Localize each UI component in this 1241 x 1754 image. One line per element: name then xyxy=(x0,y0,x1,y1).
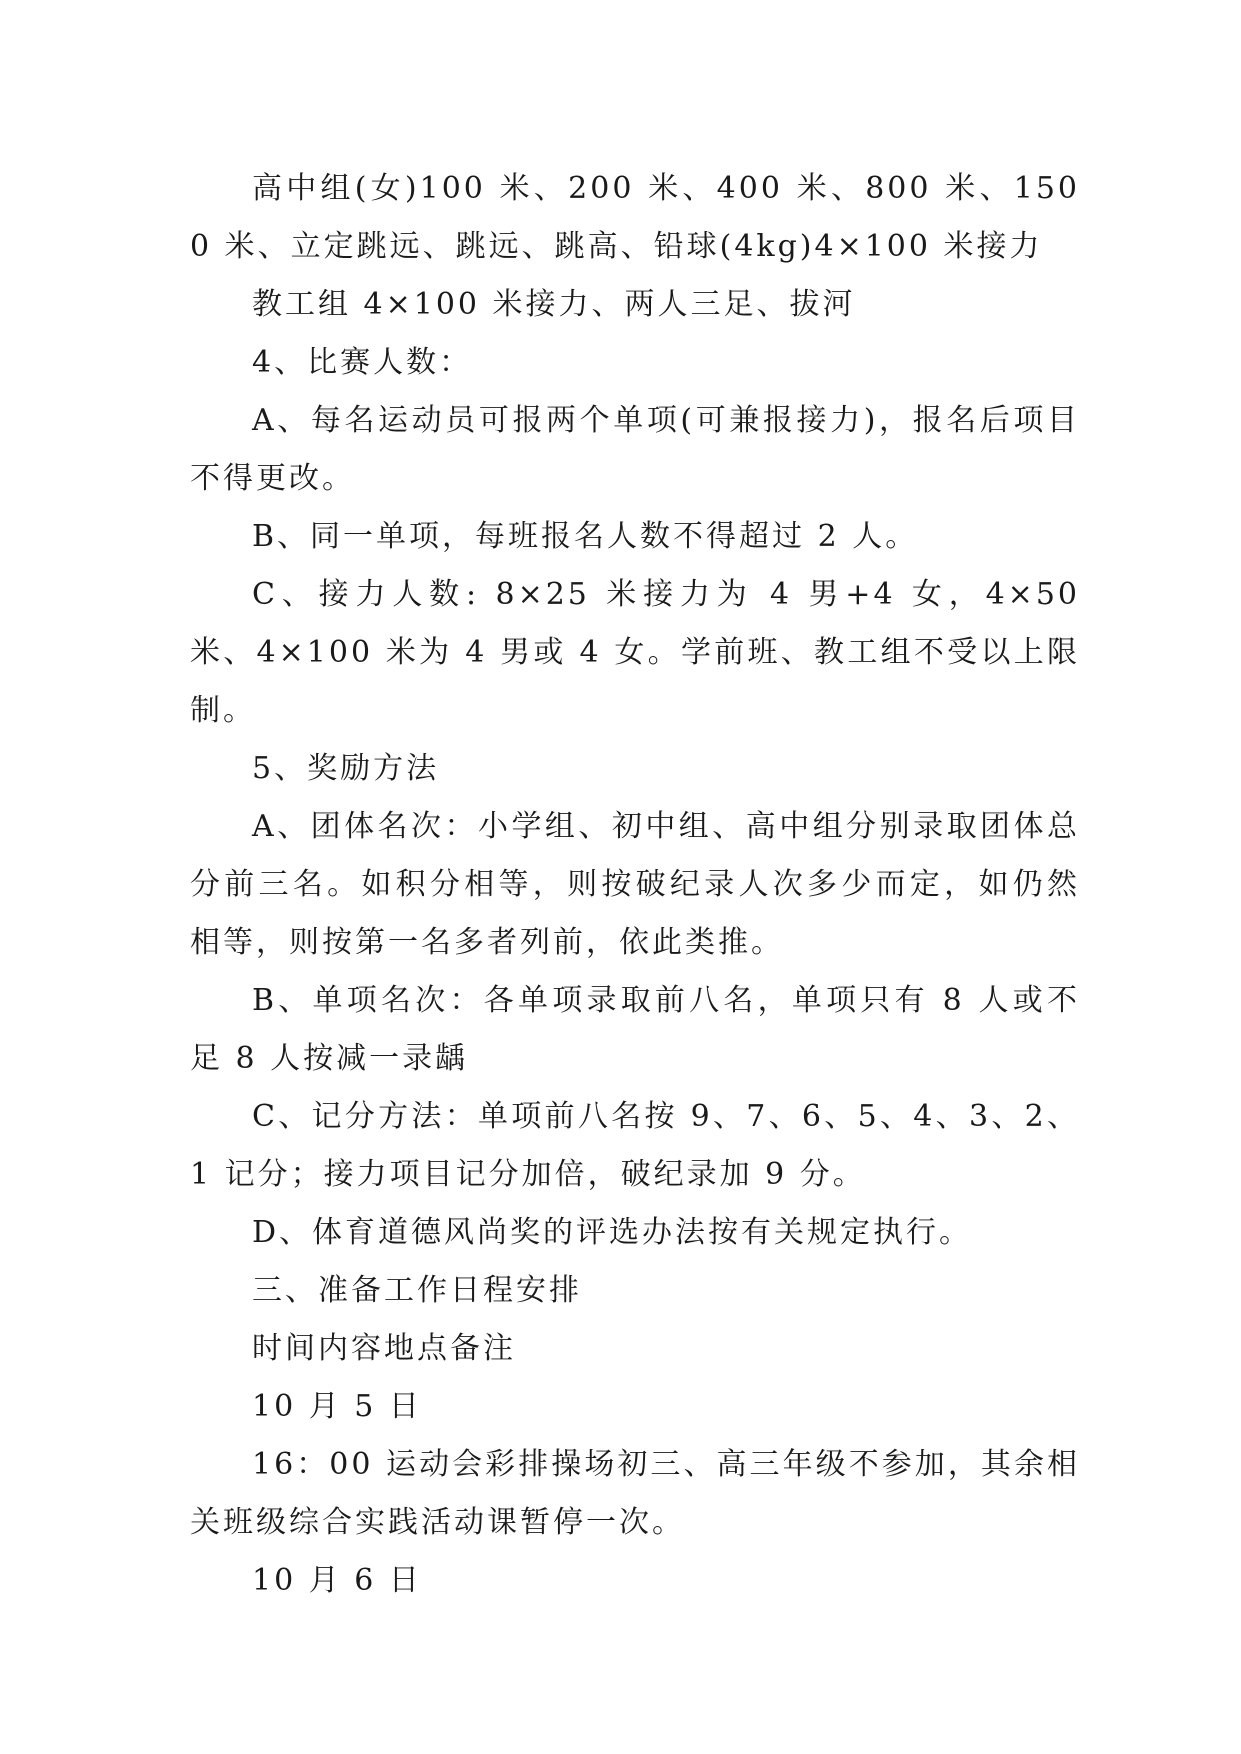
paragraph-award-a: A、团体名次：小学组、初中组、高中组分别录取团体总分前三名。如积分相等，则按破纪录人次多少而定，如仍然相等，则按第一名多者列前，依此类推。 xyxy=(190,809,1080,960)
schedule-date-oct-5: 10 月 5 日 xyxy=(252,1389,422,1424)
paragraph-rule-c: C、接力人数: 8×25 米接力为 4 男+4 女，4×50 米、4×100 米为 4 男或 4 女。学前班、教工组不受以上限制。 xyxy=(190,577,1080,728)
paragraph-staff-events: 教工组 4×100 米接力、两人三足、拔河 xyxy=(252,287,856,322)
schedule-date-oct-6: 10 月 6 日 xyxy=(252,1563,422,1598)
document-body xyxy=(190,160,1080,1610)
schedule-entry-rehearsal: 16：00 运动会彩排操场初三、高三年级不参加，其余相关班级综合实践活动课暂停一次。 xyxy=(190,1447,1080,1540)
section-heading-participants: 4、比赛人数： xyxy=(252,345,473,380)
paragraph-award-c: C、记分方法：单项前八名按 9、7、6、5、4、3、2、1 记分；接力项目记分加倍，破纪录加 9 分。 xyxy=(190,1099,1080,1192)
paragraph-rule-a: A、每名运动员可报两个单项(可兼报接力)，报名后项目不得更改。 xyxy=(190,403,1080,496)
paragraph-award-b: B、单项名次：各单项录取前八名，单项只有 8 人或不足 8 人按减一录龋 xyxy=(190,983,1080,1076)
paragraph-high-school-girls-events: 高中组(女)100 米、200 米、400 米、800 米、1500 米、立定跳远、跳远、跳高、铅球(4kg)4×100 米接力 xyxy=(190,171,1080,264)
section-heading-schedule: 三、准备工作日程安排 xyxy=(252,1273,582,1308)
section-heading-awards: 5、奖励方法 xyxy=(252,751,440,786)
paragraph-rule-b: B、同一单项，每班报名人数不得超过 2 人。 xyxy=(252,519,919,554)
schedule-header: 时间内容地点备注 xyxy=(252,1331,516,1366)
paragraph-award-d: D、体育道德风尚奖的评选办法按有关规定执行。 xyxy=(252,1215,973,1250)
